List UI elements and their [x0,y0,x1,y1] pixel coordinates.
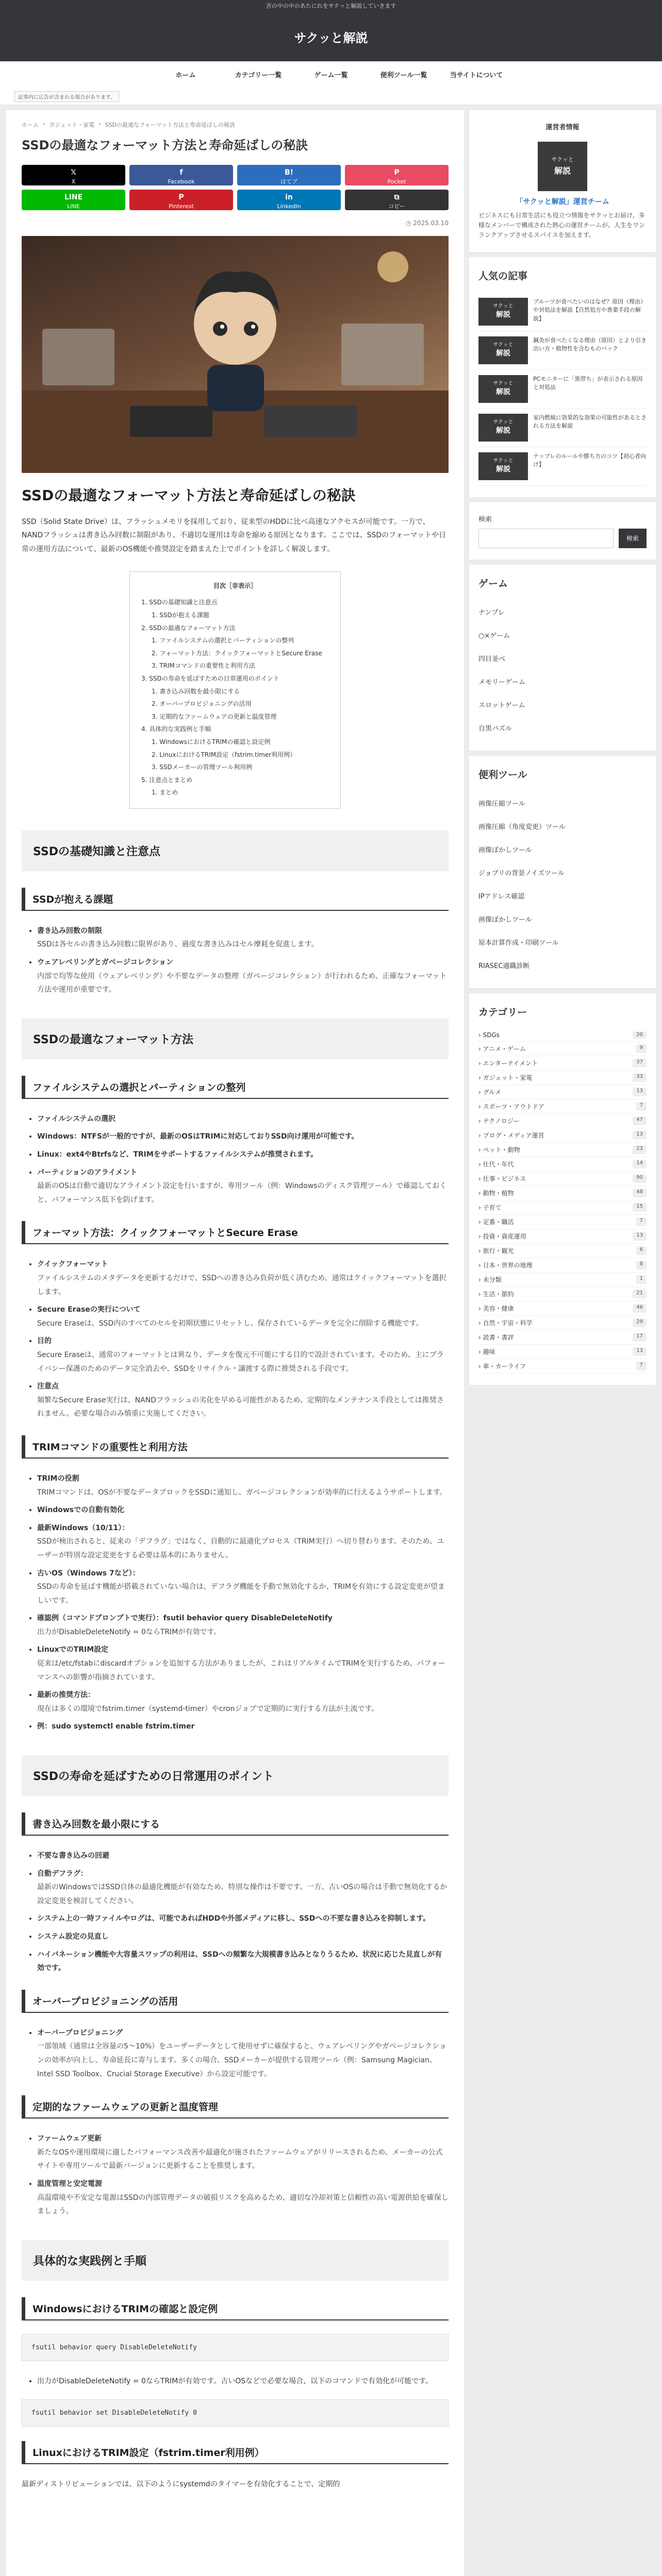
list-item-title: • クイックフォーマット [37,1260,108,1269]
category-count: 8 [636,1261,647,1269]
list-item-title: • 自動デフラグ： [37,1869,88,1878]
category-item[interactable] [478,1287,647,1301]
share-icon: in [285,193,293,201]
list-item-title: • 例：sudo systemctl enable fstrim.timer [37,1722,195,1731]
list-item-desc: 従来は/etc/fstabにdiscardオプションを追加する方法がありましたが、これはリアルタイムでTRIMを実行するため、パフォーマンスへの影響が指摘されています。 [37,1659,445,1682]
list-item [37,1849,449,1863]
list-item-title: • Windows：NTFSが一般的ですが、最新のOSはTRIMに対応しておりSSD向け運用が可能です。 [37,1132,359,1141]
thumb-text-top: サクッと [493,380,514,386]
share-button[interactable] [237,165,341,185]
intro-paragraph: SSD（Solid State Drive）は、フラッシュメモリを採用しており、従来型のHDDに比べ高速なアクセスが可能です。一方で、NANDフラッシュは書き込み回数に制限があり、不適切な運用は寿命を縮める原因となります。ここでは、SSDのフォーマットや日常の運用方法について、最新のOS機能や推奨設定を踏まえた上でポイントを詳しく解説します。 [22,517,446,553]
category-item[interactable] [478,1359,647,1374]
share-icon: LINE [64,193,83,201]
share-label: LINE [67,203,80,210]
toc-item[interactable]: 2. SSDの最適なフォーマット方法 [141,624,236,632]
sidebar-link[interactable]: 自黒パズル [478,724,512,733]
list-item-desc: 高温環境や不安定な電源はSSDの内部管理データの破損リスクを高めるため、適切な冷却対策と信頼性の高い電源供給を確保しましょう。 [37,2193,449,2216]
toc-item[interactable]: 1. SSDの基礎知識と注意点 [141,599,218,606]
subsection-heading: 定期的なファームウェアの更新と温度管理 [22,2095,449,2119]
list-item-desc: 最新のWindowsではSSD自体の最適化機能が有効なため、特別な操作は不要です。一方、古いOSの場合は手動で無効化するか設定変更を検討してください。 [37,1883,448,1905]
list-item [37,2026,449,2081]
toc-item[interactable]: 5. 注意点とまとめ [141,776,193,784]
list-item [37,1912,449,1926]
list-item-desc: 現在は多くの環境でfstrim.timer（systemd-timer）やcronジョブで定期的に実行する方法が主流です。 [37,1704,379,1713]
category-item[interactable] [478,1345,647,1359]
search-input[interactable] [478,529,614,548]
share-button[interactable] [22,165,125,185]
share-label: Pocket [387,178,406,185]
section-heading: SSDの寿命を延ばすための日常運用のポイント [22,1755,449,1796]
post-date: ◷ 2025.03.10 [405,219,449,227]
category-name: › 自然・宇宙・科学 [478,1319,533,1327]
share-button[interactable] [22,190,125,210]
ad-notice: 記事内に広告が含まれる場合があります。 [14,91,119,102]
category-count: 46 [633,1304,647,1313]
sidebar-link[interactable]: ○×ゲーム [478,632,510,640]
subsection-heading: SSDが抱える課題 [22,888,449,911]
list-item-desc: 出力がDisableDeleteNotify = 0ならTRIMが有効です。 [37,1628,221,1636]
list-item-title: • 古いOS（Windows 7など）： [37,1569,140,1578]
category-item[interactable] [478,1157,647,1172]
author-name[interactable]: 「サクッと解説」運営チーム [516,198,609,206]
share-label: はてブ [280,178,297,185]
popular-item[interactable] [478,447,647,486]
category-count: 90 [633,1174,647,1183]
list-item [37,1503,449,1517]
search-label: 検索 [478,515,492,523]
category-item[interactable] [478,1114,647,1128]
share-icon: P [178,193,184,201]
toc-item[interactable]: 2. LinuxにおけるTRIM設定（fstrim.timer利用例） [152,751,296,758]
category-count: 33 [633,1073,647,1082]
share-label: コピー [388,203,405,210]
list-item [37,1112,449,1126]
section-heading: SSDの最適なフォーマット方法 [22,1019,449,1059]
category-item[interactable] [478,1273,647,1287]
category-count: 13 [633,1088,647,1096]
category-name: › 定番・職活 [478,1218,514,1226]
sidebar-link[interactable]: 原本計算作成・印刷ツール [478,939,559,947]
category-widget-title: カテゴリー [478,1006,527,1018]
category-name: › 旅行・観光 [478,1247,514,1255]
site-header [0,12,662,61]
global-nav [0,61,662,87]
toc-item[interactable]: 3. 定期的なファームウェアの更新と温度管理 [152,713,277,720]
breadcrumb-item[interactable]: ホーム [22,122,39,128]
share-button[interactable] [129,190,233,210]
category-name: › 趣味 [478,1348,495,1355]
list-item [37,1612,449,1639]
category-count: 13 [633,1347,647,1356]
list-item-title: • 最新Windows（10/11）： [37,1523,129,1532]
list-item [37,1521,449,1563]
category-name: › アニメ・ゲーム [478,1045,526,1053]
subsection-heading: フォーマット方法：クイックフォーマットとSecure Erase [22,1221,449,1244]
list-item [37,1303,449,1330]
popular-list [478,293,647,486]
category-item[interactable] [478,1229,647,1244]
intro-heading: SSDの最適なフォーマット方法と寿命延ばしの秘訣 [22,486,356,504]
list-item [37,1688,449,1716]
category-name: › 子育て [478,1204,502,1211]
toc-item[interactable]: 4. 具体的な実践例と手順 [141,725,211,733]
breadcrumb-item: SSDの最適なフォーマット方法と寿命延ばしの秘訣 [105,122,236,128]
toc-item[interactable]: 1. WindowsにおけるTRIMの確認と設定例 [152,738,271,745]
share-icon: 𝕏 [70,168,77,177]
list-item [37,1258,449,1299]
category-name: › 未分類 [478,1276,502,1283]
category-list [478,1029,647,1374]
bullet-list [37,1472,449,1734]
sidebar-link[interactable]: 画像ぼかしツール [478,846,532,854]
category-name: › 読書・書評 [478,1333,514,1341]
list-item [37,924,449,952]
toc-item[interactable]: 2. フォーマット方法：クイックフォーマットとSecure Erase [152,649,322,657]
list-item-title: • オーバープロビジョニング [37,2028,123,2037]
list-item-title: • 確認例（コマンドプロンプトで実行）：fsutil behavior query DisableDeleteNotify [37,1614,333,1623]
main-content [6,110,464,2576]
category-item[interactable] [478,1215,647,1229]
category-name: › SDGs [478,1031,500,1039]
popular-title: ナップレのルールや勝ち方のコツ【初心者向け】 [533,452,647,468]
sidebar-link[interactable]: メモリーゲーム [478,678,526,686]
sidebar-link[interactable]: スロットゲーム [478,701,525,709]
share-button[interactable] [237,190,341,210]
list-item-desc: 最新のOSは自動で適切なアライメント設定を行いますが、専用ツール（例：Windowsのディスク管理ツール）で確認しておくと、パフォーマンス低下を防げます。 [37,1182,447,1204]
breadcrumb-separator: › [98,121,101,127]
breadcrumb [22,121,449,129]
section-heading: 具体的な実践例と手順 [22,2240,449,2281]
category-item[interactable] [478,1056,647,1071]
category-item[interactable] [478,1042,647,1056]
list-item-desc: 新たなOSや運用環境に適したパフォーマンス改善や最適化が施されたファームウェアがリリースされるため、メーカーの公式サイトや専用ツールで最新バージョンに更新することを推奨します。 [37,2148,443,2171]
table-of-contents [129,571,341,809]
tools-widget [469,756,656,988]
list-item-title: • TRIMの役割 [37,1474,79,1483]
category-count: 47 [633,1116,647,1125]
category-item[interactable] [478,1200,647,1215]
subsection-heading: 書き込み回数を最小限にする [22,1812,449,1836]
list-item-desc: SSDが検出されると、従来の「デフラグ」ではなく、自動的に最適化プロセス（TRIM実行）へ切り替わります。そのため、ユーザーが特別な設定変更をする必要は基本的にありません。 [37,1537,444,1560]
share-label: X [71,178,76,185]
category-item[interactable] [478,1258,647,1273]
author-description: ビジネスにも日常生活にも役立つ情報をサクッとお届け。多様なメンバーで構成された熱心の運営チームが、人生をワンランクアップさせるスパイスを加えます。 [478,212,646,239]
nav-link[interactable]: カテゴリー一覧 [235,71,282,79]
category-name: › 動物・植物 [478,1189,514,1197]
bullet-list [37,1112,449,1207]
toc-title[interactable]: 目次［非表示］ [213,582,257,590]
list-item-desc: 頻繁なSecure Erase実行は、NANDフラッシュの劣化を早める可能性があるため、定期的なメンテナンス手段としては推奨されません。必要な場合のみ慎重に実施してください。 [37,1396,444,1418]
list-item-title: • LinuxでのTRIM設定 [37,1646,109,1654]
toc-item[interactable]: 1. SSDが抱える課題 [152,611,209,619]
category-count: 7 [636,1102,647,1111]
popular-item[interactable] [478,370,647,409]
paragraph: 最新ディストリビューションでは、以下のようにsystemdのタイマーを有効化することで、定期的 [22,2480,340,2489]
list-item [37,1334,449,1376]
category-name: › 生活・節約 [478,1290,514,1298]
list-item [37,1567,449,1608]
bullet-list [37,1258,449,1421]
category-name: › 仕事・ビジネス [478,1175,526,1182]
nav-link[interactable]: 当サイトについて [450,71,503,79]
share-icon: B! [284,168,294,177]
list-item-title: • ウェアレベリングとガベージコレクション [37,958,174,967]
share-button[interactable] [129,165,233,185]
popular-thumbnail [478,375,528,403]
list-item-title: • 注意点 [37,1382,59,1391]
category-count: 13 [633,1131,647,1140]
popular-title: ブルーツが食べたいのはなぜ？原因（理由）や対処法を解説【自然処方や香薬手段の解説】 [533,298,647,322]
page-title: SSDの最適なフォーマット方法と寿命延ばしの秘訣 [22,138,308,152]
list-item-desc: SSDは各セルの書き込み回数に限界があり、過度な書き込みはセル摩耗を促進します。 [37,940,319,949]
toc-item[interactable]: 1. ファイルシステムの選択とパーティションの整列 [152,637,294,645]
list-item [37,2132,449,2173]
avatar-text-bottom: 解説 [554,166,571,176]
category-item[interactable] [478,1085,647,1099]
list-item-desc: 内部で均等な使用（ウェアレベリング）や不要なデータの整理（ガベージコレクション）が行われるため、正確なフォーマット方法や運用が重要です。 [37,972,447,994]
sidebar-link[interactable]: 画像ぼかしツール [478,916,532,924]
author-widget-title: 運営者情報 [545,124,580,131]
list-item-title: • Windowsでの自動有効化 [37,1506,125,1515]
sidebar-link[interactable]: 画像圧縮（角度変更）ツール [478,823,566,831]
sidebar-link[interactable]: 画像圧縮ツール [478,800,525,808]
share-button[interactable] [345,190,449,210]
list-item [37,1720,449,1734]
list-item [37,1948,449,1975]
popular-thumbnail [478,452,528,480]
category-count: 21 [633,1290,647,1298]
code-block[interactable]: fsutil behavior set DisableDeleteNotify 0 [22,2399,449,2427]
list-item [37,2177,449,2218]
category-name: › グルメ [478,1088,501,1096]
category-name: › 日本・世界の地理 [478,1261,533,1269]
category-count: 13 [633,1232,647,1241]
share-label: Facebook [168,178,195,185]
category-count: 29 [633,1318,647,1327]
category-item[interactable] [478,1029,647,1042]
thumb-text-top: サクッと [493,419,514,425]
category-count: 17 [633,1333,647,1342]
notice-bar: 苦の中の中のあたにれをサクッと解説していきます [0,0,662,12]
list-item-title: • 不要な書き込みの回避 [37,1852,109,1860]
eyecatch-image [22,236,449,473]
list-item [37,1380,449,1421]
search-button[interactable]: 検索 [619,529,647,548]
category-item[interactable] [478,1186,647,1200]
share-icon: ⧉ [394,193,400,201]
list-item-title: • パーティションのアライメント [37,1168,138,1177]
category-name: › 車・カーライフ [478,1362,526,1370]
list-item-desc: 一部領域（通常は全容量の5〜10%）をユーザーデータとして使用せずに確保すると、ウェアレベリングやガベージコレクションの効率が向上し、寿命延長に寄与します。多くの場合、SSDメーカーが提供する管理ツール（例：Samsung Magician、Intel SSD Toolbox、Crucial Storage Executive）から設定可能です。 [37,2042,446,2078]
subsection-heading: TRIMコマンドの重要性と利用方法 [22,1435,449,1459]
games-list [478,600,647,739]
list-item: • 出力がDisableDeleteNotify = 0ならTRIMが有効です。古いOSなどで必要な場合、以下のコマンドで有効化が可能です。 [37,2375,449,2388]
list-item-title: • ハイバネーション機能や大容量スワップの利用は、SSDへの頻繁な大規模書き込みとなりうるため、状況に応じた見直しが有効です。 [37,1950,442,1973]
list-item-desc: Secure Eraseは、SSD内のすべてのセルを初期状態にリセットし、保存されているデータを完全に削除する機能です。 [37,1319,423,1328]
category-count: 14 [633,1160,647,1168]
nav-link[interactable]: 便利ツール一覧 [380,71,427,79]
popular-item[interactable] [478,409,647,447]
share-icon: P [394,168,400,177]
share-icon: f [179,168,183,177]
toc-item[interactable]: 2. オーバープロビジョニングの活用 [152,700,252,708]
games-widget-title: ゲーム [478,578,508,589]
thumb-text-bottom: 解説 [496,465,510,473]
share-buttons [22,165,449,210]
category-name: › エンターテイメント [478,1059,538,1067]
list-item [37,1930,449,1944]
list-item-title: • 書き込み回数の制限 [37,926,102,935]
list-item [37,1130,449,1144]
thumb-text-top: サクッと [493,457,514,464]
category-name: › ガジェット・家電 [478,1074,533,1081]
search-widget [469,502,656,560]
category-item[interactable] [478,1143,647,1157]
category-item[interactable] [478,1244,647,1258]
thumb-text-top: サクッと [493,303,514,309]
site-logo[interactable]: サクッと解説 [294,31,368,45]
eyecatch-illustration [22,236,449,473]
thumb-text-top: サクッと [493,342,514,348]
category-item[interactable] [478,1301,647,1316]
category-count: 48 [633,1189,647,1197]
category-count: 6 [636,1246,647,1255]
toc-item[interactable]: 1. 書き込み回数を最小限にする [152,687,240,695]
list-item [37,1643,449,1684]
tools-widget-title: 便利ツール [478,769,527,781]
share-label: Pinterest [169,203,194,210]
subsection-heading: オーバープロビジョニングの活用 [22,1990,449,2013]
thumb-text-bottom: 解説 [496,310,510,319]
category-item[interactable] [478,1099,647,1114]
list-item [37,1472,449,1499]
sidebar-link[interactable]: ジョブリの背景ノイズツール [478,869,565,877]
list-item-desc: Secure Eraseは、通常のフォーマットとは異なり、データを復元不可能にする目的で設計されています。そのため、主にプライバシー保護のためのデータ完全消去や、SSDをリサイクル・譲渡する際に推奨される手段です。 [37,1350,444,1373]
category-name: › ブログ・メディア運営 [478,1131,544,1139]
bullet-list [37,2132,449,2218]
post-date-value: 2025.03.10 [413,219,449,227]
section-heading: SSDの基礎知識と注意点 [22,831,449,871]
category-count: 7 [636,1362,647,1370]
category-widget [469,993,656,1385]
code-block[interactable]: fsutil behavior query DisableDeleteNotify [22,2334,449,2361]
popular-title: 鍼灸が食べたくなる理由（原因）とより引き出い方・植物性を含むものバック [533,336,647,352]
sidebar-link[interactable]: 四目並べ [478,655,506,663]
list-item-title: • 最新の推奨方法： [37,1691,95,1700]
toc-item[interactable]: 3. TRIMコマンドの重要性と利用方法 [152,662,255,670]
thumb-text-bottom: 解説 [496,387,510,396]
list-item-title: • ファイルシステムの選択 [37,1114,115,1123]
appeal-strip [0,87,662,105]
popular-widget-title: 人気の記事 [478,270,528,282]
subsection-heading: LinuxにおけるTRIM設定（fstrim.timer利用例） [22,2441,449,2464]
share-label: LinkedIn [277,203,301,210]
bullet-list [37,2026,449,2081]
list-item-title: • 目的 [37,1337,52,1346]
category-count: 1 [636,1275,647,1284]
popular-thumbnail [478,298,528,326]
list-item-title: • Linux：ext4やBtrfsなど、TRIMをサポートするファイルシステムが推奨されます。 [37,1150,318,1159]
sidebar-link[interactable]: RIASEC適職診断 [478,962,530,970]
popular-thumbnail [478,414,528,442]
popular-widget [469,257,656,497]
category-item[interactable] [478,1071,647,1085]
subsection-heading: ファイルシステムの選択とパーティションの整列 [22,1076,449,1099]
subsection-heading: WindowsにおけるTRIMの確認と設定例 [22,2297,449,2320]
author-avatar [538,142,587,191]
nav-link[interactable]: ホーム [175,71,196,79]
popular-item[interactable] [478,331,647,370]
popular-item[interactable] [478,293,647,331]
category-item[interactable] [478,1316,647,1330]
bullet-list [37,1849,449,1975]
sidebar-link[interactable]: IPアドレス確認 [478,892,525,901]
list-item-desc: SSDの寿命を延ばす機能が搭載されていない場合は、デフラグ機能を手動で無効化するか、TRIMを有効にする設定変更が望ましいです。 [37,1583,445,1605]
list-item [37,1166,449,1207]
toc-item[interactable]: 3. SSDメーカーの管理ツール利用例 [152,764,253,771]
thumb-text-bottom: 解説 [496,426,510,435]
list-item-desc: TRIMコマンドは、OSが不要なデータブロックをSSDに通知し、ガベージコレクションが効率的に行えるようサポートします。 [37,1488,447,1497]
breadcrumb-item[interactable]: ガジェット・家電 [49,122,95,128]
list-item-desc: ファイルシステムのメタデータを更新するだけで、SSDへの書き込み負荷が低く済むため、通常はクイックフォーマットを選択します。 [37,1274,446,1296]
category-count: 37 [633,1059,647,1067]
thumb-text-bottom: 解説 [496,349,510,358]
popular-title: PCモニターに「黒帯ち」が表示される原因と対処法 [533,375,643,391]
category-count: 9 [636,1044,647,1053]
list-item-title: • Secure Eraseの実行について [37,1306,141,1314]
toc-item[interactable]: 1. まとめ [152,789,178,796]
category-item[interactable] [478,1330,647,1345]
list-item [37,956,449,997]
list-item [37,1867,449,1908]
avatar-text-top: サクッと [551,156,574,163]
category-name: › テクノロジー [478,1117,520,1125]
category-count: 7 [636,1217,647,1226]
author-widget [469,110,656,252]
breadcrumb-separator: › [43,121,45,127]
tools-list [478,791,647,977]
list-item-title: • システム設定の見直し [37,1933,109,1941]
category-name: › 仕代・年代 [478,1160,514,1168]
category-name: › ペット・動物 [478,1146,520,1154]
popular-title: 室内燃焼に効果的な効果の可能性があるとされる方法を解説 [533,414,647,430]
category-count: 23 [633,1145,647,1154]
games-widget [469,565,656,751]
sidebar-link[interactable]: ナンプレ [478,608,505,617]
list-item-title: • システム上の一時ファイルやログは、可能であればHDDや外部メディアに移し、SSDへの不要な書き込みを抑制します。 [37,1914,431,1923]
popular-thumbnail [478,336,528,364]
bullet-list [37,924,449,997]
list-item-title: • ファームウェア更新 [37,2134,102,2143]
share-button[interactable] [345,165,449,185]
category-name: › 投資・資産運用 [478,1232,526,1240]
category-name: › 美容・健康 [478,1304,514,1312]
toc-item[interactable]: 3. SSDの寿命を延ばすための日常運用のポイント [141,674,279,682]
list-item-title: • 温度管理と安定電源 [37,2179,102,2188]
sidebar [469,110,656,2576]
category-count: 20 [633,1031,647,1039]
list-item [37,1148,449,1162]
toc-list [141,596,329,799]
category-item[interactable] [478,1172,647,1186]
nav-link[interactable]: ゲーム一覧 [314,71,348,79]
category-count: 15 [633,1203,647,1212]
category-name: › スポーツ・アウトドア [478,1103,544,1110]
category-item[interactable] [478,1128,647,1143]
